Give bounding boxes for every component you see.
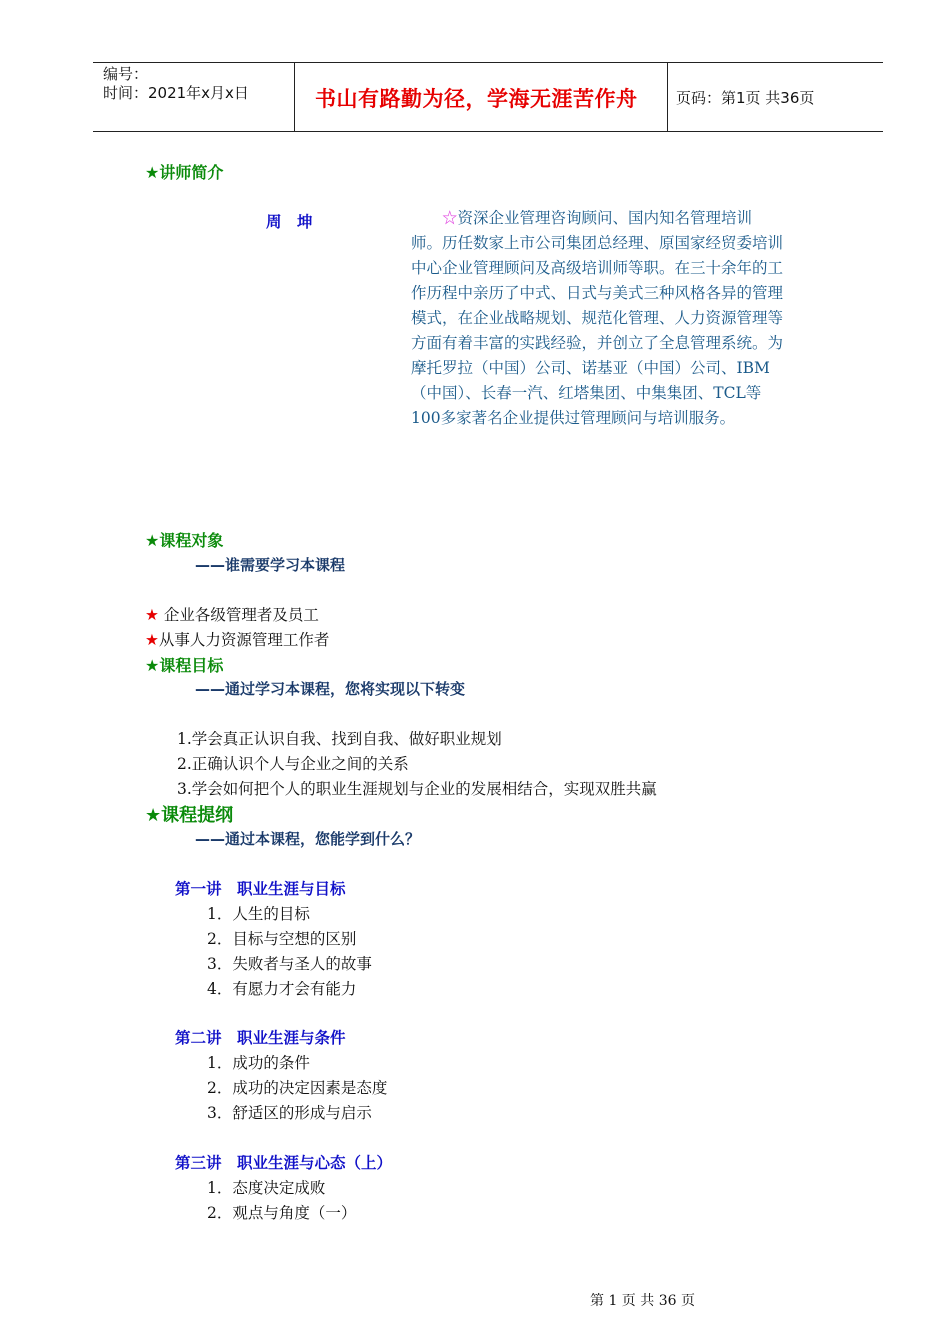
lecture-item: 2．观点与角度（一）	[207, 1204, 357, 1222]
audience-subtitle: ——谁需要学习本课程	[195, 556, 346, 574]
lecture-item: 1．成功的条件	[207, 1054, 310, 1072]
goals-heading: ★课程目标	[145, 656, 224, 675]
goal-item: 3.学会如何把个人的职业生涯规划与企业的发展相结合，实现双胜共赢	[177, 780, 657, 798]
header-divider	[294, 63, 295, 131]
instructor-bio	[411, 206, 783, 431]
page-footer: 第 1 页 共 36 页	[590, 1293, 695, 1309]
lecture-item: 4．有愿力才会有能力	[207, 980, 357, 998]
audience-item-text: 从事人力资源管理工作者	[158, 631, 330, 649]
goal-item: 2.正确认识个人与企业之间的关系	[177, 755, 409, 773]
audience-item	[145, 603, 319, 625]
instructor-name: 周 坤	[266, 213, 313, 231]
outline-subtitle: ——通过本课程，您能学到什么？	[195, 830, 421, 848]
instructor-heading: ★讲师简介	[145, 163, 224, 182]
header-page-label: 页码：第1页 共36页	[676, 89, 815, 107]
document-number-label: 编号：	[103, 65, 149, 83]
header-meta	[103, 65, 249, 103]
star-icon: ★	[145, 606, 159, 624]
document-time-label: 时间：2021年x月x日	[103, 84, 249, 102]
lecture-item: 3．失败者与圣人的故事	[207, 955, 372, 973]
lecture-title: 第三讲 职业生涯与心态（上）	[175, 1154, 393, 1172]
star-icon: ★	[145, 631, 159, 649]
lecture-title: 第二讲 职业生涯与条件	[175, 1029, 346, 1047]
bio-star-icon: ☆	[442, 209, 458, 227]
header-divider	[667, 63, 668, 131]
lecture-item: 1．人生的目标	[207, 905, 310, 923]
audience-item	[145, 628, 329, 650]
outline-heading: ★课程提纲	[145, 805, 234, 826]
header-motto: 书山有路勤为径，学海无涯苦作舟	[315, 87, 638, 111]
lecture-item: 3．舒适区的形成与启示	[207, 1104, 372, 1122]
lecture-item: 2．目标与空想的区别	[207, 930, 357, 948]
lecture-item: 1．态度决定成败	[207, 1179, 326, 1197]
goals-subtitle: ——通过学习本课程，您将实现以下转变	[195, 680, 466, 698]
goal-item: 1.学会真正认识自我、找到自我、做好职业规划	[177, 730, 502, 748]
bio-text: 资深企业管理咨询顾问、国内知名管理培训师。历任数家上市公司集团总经理、原国家经贸委培训中心企业管理顾问及高级培训师等职。在三十余年的工作历程中亲历了中式、日式与美式三种风格各异的管理模式，在企业战略规划、规范化管理、人力资源管理等方面有着丰富的实践经验，并创立了全息管理系统。为摩托罗拉（中国）公司、诺基亚（中国）公司、IBM（中国）、长春一汽、红塔集团、中集集团、TCL等100多家著名企业提供过管理顾问与培训服务。	[411, 209, 784, 427]
audience-item-text: 企业各级管理者及员工	[158, 606, 319, 624]
lecture-item: 2．成功的决定因素是态度	[207, 1079, 388, 1097]
lecture-title: 第一讲 职业生涯与目标	[175, 880, 346, 898]
audience-heading: ★课程对象	[145, 531, 224, 550]
page-header	[93, 62, 883, 132]
